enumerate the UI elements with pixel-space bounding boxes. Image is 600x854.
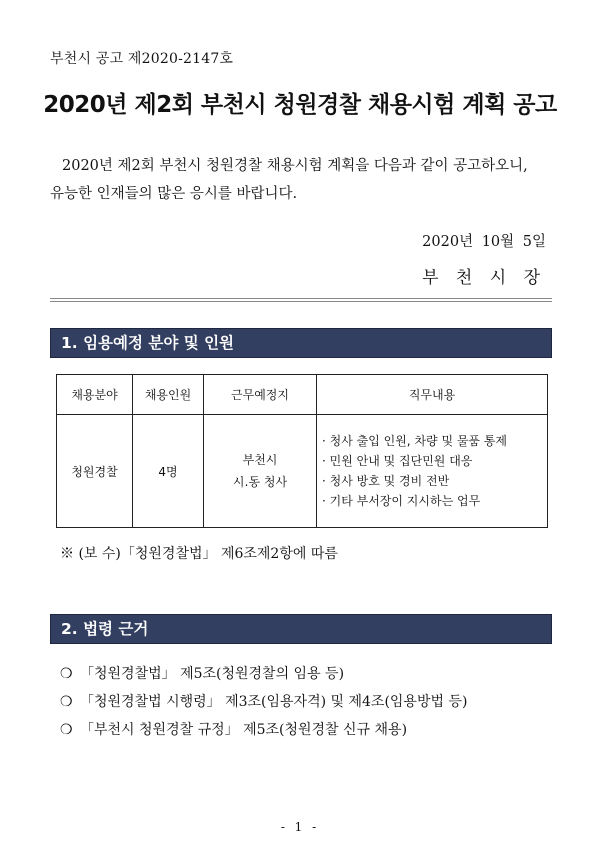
header-location: 근무예정지 xyxy=(204,375,317,415)
notice-number: 부천시 공고 제2020-2147호 xyxy=(50,51,234,67)
legal-basis-list xyxy=(60,664,550,748)
table-row xyxy=(57,415,548,528)
intro-line-2: 유능한 인재들의 많은 응시를 바랍니다. xyxy=(50,186,298,202)
duty-item: · 청사 방호 및 경비 전반 xyxy=(322,474,450,488)
list-item-text: 「청원경찰법 시행령」 제3조(임용자격) 및 제4조(임용방법 등) xyxy=(80,694,468,710)
cell-count: 4명 xyxy=(133,415,204,528)
list-item-text: 「청원경찰법」 제5조(청원경찰의 임용 등) xyxy=(80,666,345,682)
circle-bullet-icon: ❍ xyxy=(60,666,73,682)
section-2-heading: 2. 법령 근거 xyxy=(50,614,552,644)
document-title: 2020년 제2회 부천시 청원경찰 채용시험 계획 공고 xyxy=(43,92,557,118)
list-item xyxy=(60,664,550,692)
header-count: 채용인원 xyxy=(133,375,204,415)
page-number: - 1 - xyxy=(280,820,320,834)
cell-field: 청원경찰 xyxy=(57,415,133,528)
intro-paragraph xyxy=(50,152,555,208)
cell-duties xyxy=(317,415,548,528)
header-divider xyxy=(50,298,552,302)
duty-item: · 청사 출입 인원, 차량 및 물품 통제 xyxy=(322,434,508,448)
salary-note: ※ (보 수)「청원경찰법」 제6조제2항에 따름 xyxy=(60,546,338,562)
duty-item: · 민원 안내 및 집단민원 대응 xyxy=(322,454,473,468)
list-item xyxy=(60,692,550,720)
list-item-text: 「부천시 청원경찰 규정」 제5조(청원경찰 신규 채용) xyxy=(80,722,408,738)
intro-line-1: 2020년 제2회 부천시 청원경찰 채용시험 계획을 다음과 같이 공고하오니, xyxy=(62,158,528,174)
issuer-signature: 부 천 시 장 xyxy=(422,268,546,288)
recruitment-table xyxy=(56,374,548,528)
duty-item: · 기타 부서장이 지시하는 업무 xyxy=(322,494,481,508)
notice-date: 2020년 10월 5일 xyxy=(422,234,546,250)
location-line-2: 시․동 청사 xyxy=(232,475,288,489)
table-header-row xyxy=(57,375,548,415)
location-line-1: 부천시 xyxy=(242,453,278,467)
header-field: 채용분야 xyxy=(57,375,133,415)
section-1-heading: 1. 임용예정 분야 및 인원 xyxy=(50,328,552,358)
cell-location xyxy=(204,415,317,528)
header-duties: 직무내용 xyxy=(317,375,548,415)
circle-bullet-icon: ❍ xyxy=(60,722,73,738)
list-item xyxy=(60,720,550,748)
circle-bullet-icon: ❍ xyxy=(60,694,73,710)
